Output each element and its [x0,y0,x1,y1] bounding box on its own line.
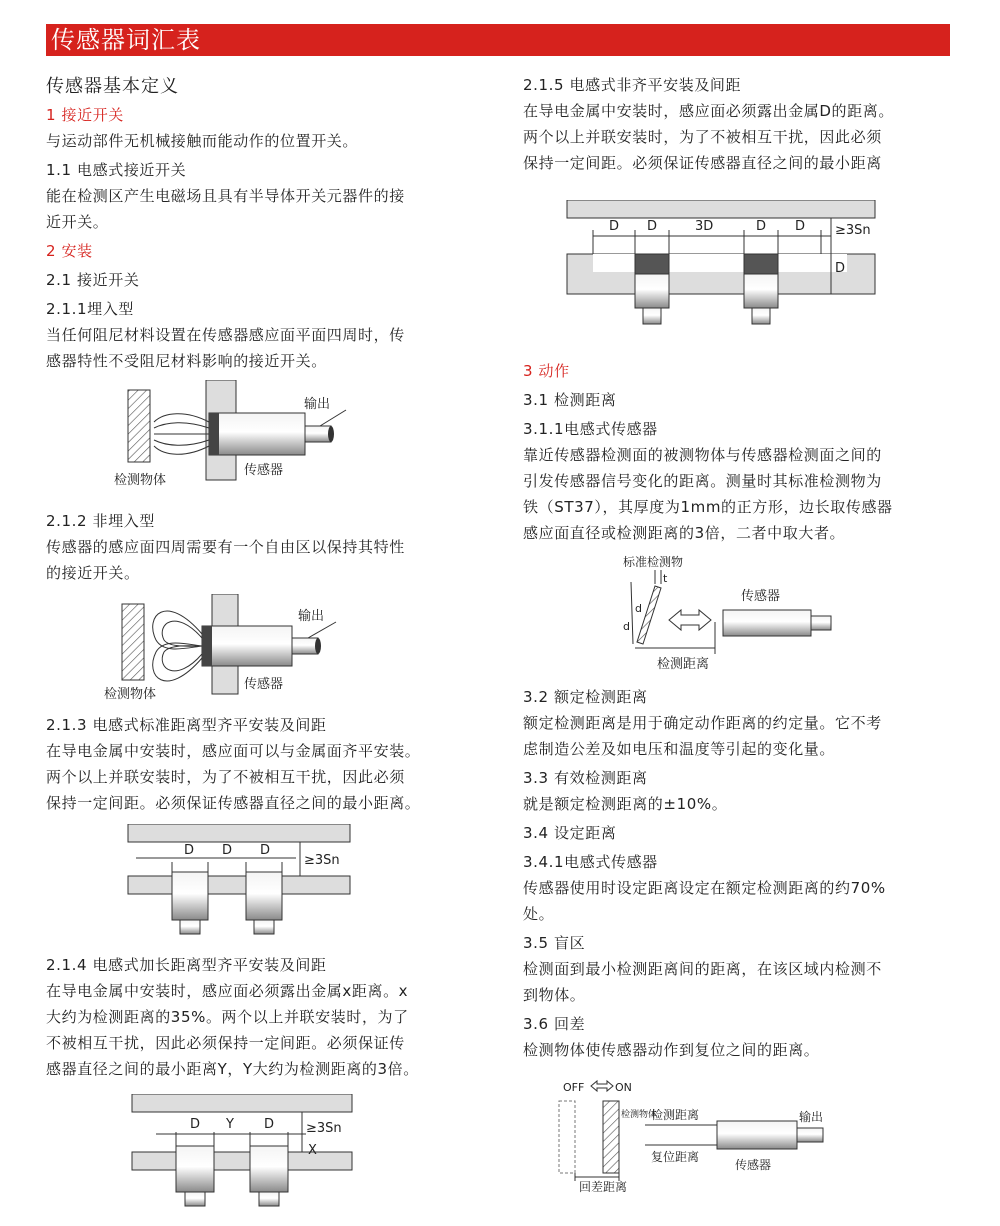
section-2-1-1-text: 当任何阻尼材料设置在传感器感应面平面四周时，传 [46,326,405,344]
target-object-block [122,604,144,680]
sensor-cable [797,1128,823,1142]
output-leader [308,622,336,638]
header-bar [46,24,950,56]
dimension-d: D [260,843,271,858]
section-3-5-text: 检测面到最小检测距离间的距离，在该区域内检测不 [523,960,882,978]
basic-definition-title: 传感器基本定义 [46,76,179,97]
section-1-1-text: 近开关。 [46,213,109,231]
standard-target-figure [523,552,963,678]
section-3-4-1-text: 传感器使用时设定距离设定在额定检测距离的约70% [523,879,886,897]
section-1-title: 1 接近开关 [46,106,124,124]
hysteresis-label: 回差距离 [579,1180,628,1194]
off-label: OFF [563,1081,585,1094]
section-2-1-5-text: 在导电金属中安装时，感应面必须露出金属D的距离。 [523,102,894,120]
dimension-d: D [647,219,658,234]
cable-a [643,308,661,324]
dimension-d-vertical: D [835,261,846,276]
sensor-a-head [635,254,669,274]
upper-metal-plate [128,824,350,842]
sensor-b [744,274,778,308]
lower-metal-plate [132,1152,352,1170]
off-position-object [559,1101,575,1173]
section-3-6-text: 检测物体使传感器动作到复位之间的距离。 [523,1041,820,1059]
embedded-mount-figure [46,380,486,498]
hysteresis-figure [523,1077,963,1195]
sensor-label: 传感器 [735,1158,772,1172]
section-2-1-3-text: 两个以上并联安装时，为了不被相互干扰，因此必须 [46,768,405,786]
sensor-cable [305,426,331,442]
section-2-1-3-title: 2.1.3 电感式标准距离型齐平安装及间距 [46,716,327,734]
left-column [46,64,486,1214]
sensing-face [209,413,219,455]
side-length-label: d [635,602,642,615]
dimension-d: D [756,219,767,234]
target-object-block [128,390,150,462]
sensor-label: 传感器 [244,677,284,692]
sensor-b [246,872,282,920]
detection-distance-label: 检测距离 [657,657,710,672]
sensor-a [176,1146,214,1192]
output-label: 输出 [298,609,325,624]
cable-end [315,638,321,654]
gap-label: ≥3Sn [304,853,340,868]
cable-end [328,426,334,442]
gap-label: ≥3Sn [306,1121,342,1136]
page-title: 传感器词汇表 [51,26,201,54]
sensor-body [723,610,811,636]
cable-b [254,920,274,934]
side-length-label: d [623,620,630,633]
dimension-lines [136,842,300,876]
target-label: 检测物体 [104,687,157,702]
section-2-1-2-title: 2.1.2 非埋入型 [46,512,155,530]
field-lines [154,414,209,455]
section-2-1-2-text: 传感器的感应面四周需要有一个自由区以保持其特性 [46,538,405,556]
standard-target-label: 标准检测物 [623,555,684,569]
sensor-cable [811,616,831,630]
section-3-4-title: 3.4 设定距离 [523,824,617,842]
thickness-label: t [663,572,668,585]
section-2-1-5-text: 两个以上并联安装时，为了不被相互干扰，因此必须 [523,128,882,146]
section-3-1-1-text: 铁（ST37），其厚度为1mm的正方形，边长取传感器 [523,498,893,516]
section-3-4-1-title: 3.4.1电感式传感器 [523,853,658,871]
non-embedded-mount-figure [46,594,486,706]
section-2-1-4-text: 大约为检测距离的35%。两个以上并联安装时，为了 [46,1008,409,1026]
section-2-1-3-text: 保持一定间距。必须保证传感器直径之间的最小距离。 [46,794,421,812]
section-2-1-4-text: 在导电金属中安装时，感应面必须露出金属x距离。x [46,982,409,1000]
dimension-x: X [308,1143,317,1158]
lower-metal-plate [128,876,350,894]
dimension-d: D [795,219,806,234]
reset-distance-label: 复位距离 [651,1150,700,1164]
section-3-1-1-text: 感应面直径或检测距离的3倍，二者中取大者。 [523,524,846,542]
double-arrow-icon [669,610,711,630]
dimension-d: D [264,1117,275,1132]
sensor-a [172,872,208,920]
section-2-1-4-text: 感器直径之间的最小距离Y，Y大约为检测距离的3倍。 [46,1060,419,1078]
section-3-2-text: 虑制造公差及如电压和温度等引起的变化量。 [523,740,836,758]
sensor-label: 传感器 [244,463,284,478]
dimension-d: D [222,843,233,858]
section-2-title: 2 安装 [46,242,93,260]
section-3-2-text: 额定检测距离是用于确定动作距离的约定量。它不考 [523,714,882,732]
section-3-1-title: 3.1 检测距离 [523,391,617,409]
output-leader [320,410,346,426]
cable-a [180,920,200,934]
gap-label: ≥3Sn [835,223,871,238]
right-column [523,64,963,1195]
section-1-1-text: 能在检测区产生电磁场且具有半导体开关元器件的接 [46,187,405,205]
extended-spacing-figure [46,1094,486,1214]
dimension-d: D [609,219,620,234]
sensor-body [717,1121,797,1149]
output-label: 输出 [304,397,331,412]
section-3-1-1-text: 靠近传感器检测面的被测物体与传感器检测面之间的 [523,446,882,464]
on-label: ON [615,1081,632,1094]
upper-metal-plate [132,1094,352,1112]
sensor-b-head [744,254,778,274]
detection-distance-label: 检测距离 [651,1108,700,1122]
section-2-1-2-text: 的接近开关。 [46,564,140,582]
section-3-title: 3 动作 [523,362,570,380]
section-3-4-1-text: 处。 [523,905,555,923]
sensor-label: 传感器 [741,589,781,604]
cable-b [259,1192,279,1206]
standard-target-plate [637,586,661,644]
section-1-1-title: 1.1 电感式接近开关 [46,161,187,179]
section-2-1-4-title: 2.1.4 电感式加长距离型齐平安装及间距 [46,956,327,974]
recess [593,254,847,272]
cable-a [185,1192,205,1206]
cable-b [752,308,770,324]
dimension-d: D [184,843,195,858]
section-3-3-title: 3.3 有效检测距离 [523,769,648,787]
section-3-2-title: 3.2 额定检测距离 [523,688,648,706]
dimension-d: D [190,1117,201,1132]
section-3-1-1-text: 引发传感器信号变化的距离。测量时其标准检测物为 [523,472,882,490]
section-3-6-title: 3.6 回差 [523,1015,586,1033]
dimension-3d: 3D [695,219,714,234]
output-label: 输出 [799,1110,824,1124]
sensing-face [202,626,212,666]
double-arrow-icon [591,1081,613,1091]
on-position-object [603,1101,619,1173]
section-2-1-4-text: 不被相互干扰，因此必须保持一定间距。必须保证传 [46,1034,405,1052]
field-loops [153,611,202,681]
section-1-text: 与运动部件无机械接触而能动作的位置开关。 [46,132,359,150]
section-3-5-title: 3.5 盲区 [523,934,586,952]
section-3-3-text: 就是额定检测距离的±10%。 [523,795,728,813]
sensor-cable [292,638,318,654]
target-label: 检测物体 [621,1110,658,1120]
sensor-body [202,626,292,666]
section-2-1-3-text: 在导电金属中安装时，感应面可以与金属面齐平安装。 [46,742,421,760]
section-2-1-5-text: 保持一定间距。必须保证传感器直径之间的最小距离 [523,154,882,172]
target-label: 检测物体 [114,473,167,488]
sensor-b [250,1146,288,1192]
dimension-y: Y [226,1117,234,1132]
section-2-1-title: 2.1 接近开关 [46,271,140,289]
sensor-body [209,413,305,455]
section-3-1-1-title: 3.1.1电感式传感器 [523,420,658,438]
section-2-1-5-title: 2.1.5 电感式非齐平安装及间距 [523,76,742,94]
section-3-5-text: 到物体。 [523,986,586,1004]
upper-metal-plate [567,200,875,218]
flush-spacing-figure [46,824,486,942]
section-2-1-1-title: 2.1.1埋入型 [46,300,134,318]
sensor-a [635,274,669,308]
section-2-1-1-text: 感器特性不受阻尼材料影响的接近开关。 [46,352,327,370]
non-flush-spacing-figure [523,200,963,342]
